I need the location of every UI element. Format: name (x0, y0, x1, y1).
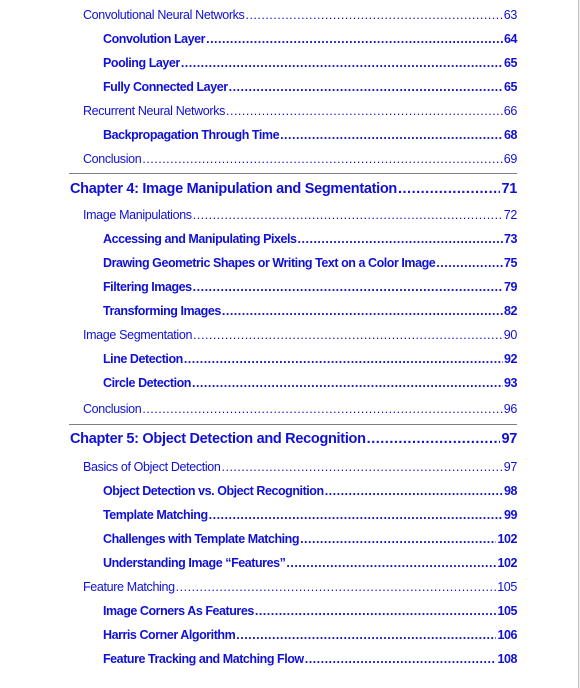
toc-entry-conclusion[interactable] (83, 402, 517, 416)
toc-entry-title: Image Corners As Features (103, 604, 254, 618)
toc-entry-title: Convolutional Neural Networks (83, 8, 245, 22)
toc-chapter-chapter-5-object-detection-and-recognition[interactable] (70, 431, 517, 447)
dot-leader (229, 80, 503, 94)
toc-entry-title: Challenges with Template Matching (103, 532, 300, 546)
toc-entry-title: Feature Tracking and Matching Flow (103, 652, 304, 666)
toc-entry-page-number: 66 (503, 104, 517, 118)
dot-leader (325, 484, 503, 498)
toc-entry-title: Recurrent Neural Networks (83, 104, 225, 118)
toc-entry-page-number: 105 (497, 580, 517, 594)
dot-leader (300, 532, 496, 546)
toc-entry-title: Conclusion (83, 402, 142, 416)
toc-entry-page-number: 99 (503, 508, 517, 522)
toc-entry-title: Object Detection vs. Object Recognition (103, 484, 324, 498)
toc-entry-drawing-geometric-shapes-or-writing-text-on-a-color-image[interactable] (103, 256, 517, 270)
dot-leader (226, 104, 503, 118)
dot-leader (236, 628, 496, 642)
toc-entry-circle-detection[interactable] (103, 376, 517, 390)
toc-entry-page-number: 105 (497, 604, 517, 618)
dot-leader (176, 580, 497, 594)
dot-leader (286, 556, 496, 570)
dot-leader (398, 181, 500, 197)
dot-leader (193, 208, 503, 222)
toc-entry-title: Template Matching (103, 508, 208, 522)
dot-leader (192, 376, 503, 390)
toc-entry-image-corners-as-features[interactable] (103, 604, 517, 618)
toc-entry-object-detection-vs-object-recognition[interactable] (103, 484, 517, 498)
dot-leader (305, 652, 497, 666)
toc-entry-title: Basics of Object Detection (83, 460, 221, 474)
toc-entry-page-number: 82 (503, 304, 517, 318)
dot-leader (142, 152, 502, 166)
toc-entry-title: Chapter 5: Object Detection and Recognition (70, 431, 366, 447)
toc-entry-page-number: 64 (503, 32, 517, 46)
toc-entry-title: Conclusion (83, 152, 142, 166)
toc-entry-page-number: 102 (497, 532, 517, 546)
toc-entry-line-detection[interactable] (103, 352, 517, 366)
toc-entry-accessing-and-manipulating-pixels[interactable] (103, 232, 517, 246)
toc-entry-feature-tracking-and-matching-flow[interactable] (103, 652, 517, 666)
toc-entry-template-matching[interactable] (103, 508, 517, 522)
chapter-divider-line (69, 173, 517, 174)
toc-entry-title: Image Manipulations (83, 208, 192, 222)
dot-leader (222, 460, 503, 474)
dot-leader (436, 256, 503, 270)
toc-entry-title: Accessing and Manipulating Pixels (103, 232, 297, 246)
dot-leader (181, 56, 503, 70)
toc-entry-page-number: 90 (503, 328, 517, 342)
toc-entry-title: Filtering Images (103, 280, 192, 294)
toc-entry-title: Line Detection (103, 352, 183, 366)
toc-entry-page-number: 68 (503, 128, 517, 142)
toc-entry-title: Pooling Layer (103, 56, 180, 70)
toc-entry-title: Harris Corner Algorithm (103, 628, 236, 642)
toc-entry-page-number: 98 (503, 484, 517, 498)
toc-entry-basics-of-object-detection[interactable] (83, 460, 517, 474)
toc-entry-title: Transforming Images (103, 304, 221, 318)
toc-entry-page-number: 75 (503, 256, 517, 270)
toc-entry-page-number: 71 (501, 181, 517, 197)
toc-entry-title: Backpropagation Through Time (103, 128, 280, 142)
dot-leader (245, 8, 502, 22)
toc-entry-pooling-layer[interactable] (103, 56, 517, 70)
toc-entry-page-number: 73 (503, 232, 517, 246)
toc-entry-page-number: 65 (503, 80, 517, 94)
dot-leader (193, 280, 503, 294)
toc-entry-recurrent-neural-networks[interactable] (83, 104, 517, 118)
toc-entry-image-segmentation[interactable] (83, 328, 517, 342)
chapter-divider-line (69, 424, 517, 425)
dot-leader (184, 352, 503, 366)
toc-entry-page-number: 108 (497, 652, 517, 666)
toc-entry-page-number: 102 (497, 556, 517, 570)
toc-entry-page-number: 72 (503, 208, 517, 222)
toc-entry-page-number: 97 (503, 460, 517, 474)
dot-leader (298, 232, 503, 246)
dot-leader (206, 32, 503, 46)
toc-entry-convolution-layer[interactable] (103, 32, 517, 46)
toc-entry-title: Feature Matching (83, 580, 175, 594)
dot-leader (193, 328, 503, 342)
dot-leader (142, 402, 502, 416)
toc-entry-challenges-with-template-matching[interactable] (103, 532, 517, 546)
toc-entry-page-number: 96 (503, 402, 517, 416)
toc-entry-understanding-image-features[interactable] (103, 556, 517, 570)
dot-leader (255, 604, 497, 618)
toc-entry-page-number: 93 (503, 376, 517, 390)
toc-entry-page-number: 69 (503, 152, 517, 166)
toc-entry-page-number: 97 (501, 431, 517, 447)
toc-entry-filtering-images[interactable] (103, 280, 517, 294)
toc-entry-title: Circle Detection (103, 376, 191, 390)
toc-entry-title: Image Segmentation (83, 328, 193, 342)
dot-leader (209, 508, 503, 522)
toc-entry-page-number: 106 (497, 628, 517, 642)
toc-entry-transforming-images[interactable] (103, 304, 517, 318)
toc-entry-title: Understanding Image “Features” (103, 556, 286, 570)
toc-entry-convolutional-neural-networks[interactable] (83, 8, 517, 22)
dot-leader (280, 128, 503, 142)
toc-entry-harris-corner-algorithm[interactable] (103, 628, 517, 642)
dot-leader (367, 431, 501, 447)
toc-entry-backpropagation-through-time[interactable] (103, 128, 517, 142)
toc-entry-page-number: 92 (503, 352, 517, 366)
dot-leader (222, 304, 503, 318)
toc-entry-image-manipulations[interactable] (83, 208, 517, 222)
toc-entry-feature-matching[interactable] (83, 580, 517, 594)
toc-entry-title: Fully Connected Layer (103, 80, 228, 94)
toc-entry-page-number: 63 (503, 8, 517, 22)
toc-entry-page-number: 79 (503, 280, 517, 294)
toc-entry-title: Chapter 4: Image Manipulation and Segmentation (70, 181, 397, 197)
toc-entry-conclusion[interactable] (83, 152, 517, 166)
toc-entry-title: Drawing Geometric Shapes or Writing Text on a Color Image (103, 256, 436, 270)
toc-entry-page-number: 65 (503, 56, 517, 70)
toc-entry-fully-connected-layer[interactable] (103, 80, 517, 94)
toc-chapter-chapter-4-image-manipulation-and-segmentation[interactable] (70, 181, 517, 197)
toc-entry-title: Convolution Layer (103, 32, 206, 46)
